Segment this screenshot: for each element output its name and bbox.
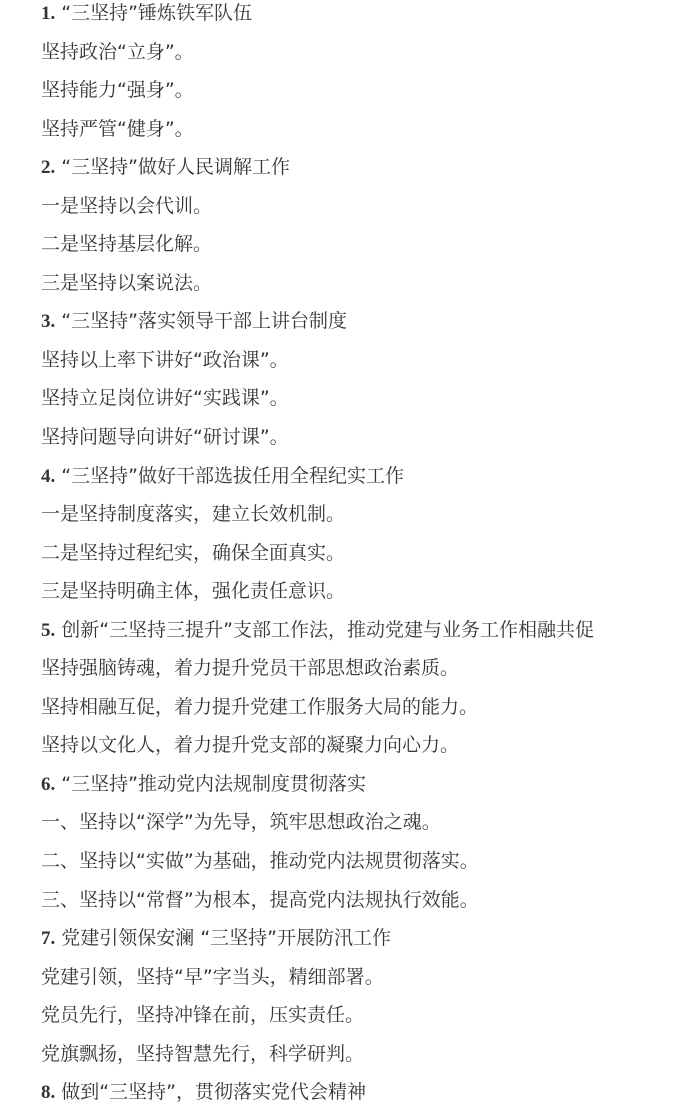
list-item: 二是坚持基层化解。 (41, 233, 213, 256)
list-item: 一是坚持以会代训。 (41, 194, 213, 217)
section-number: 3. (41, 311, 56, 333)
section-number: 2. (41, 157, 56, 179)
list-item: 二是坚持过程纪实，确保全面真实。 (41, 541, 346, 564)
list-item: 坚持能力“强身”。 (41, 79, 194, 102)
list-item: 三是坚持明确主体，强化责任意识。 (41, 580, 346, 603)
list-item: 党旗飘扬，坚持智慧先行，科学研判。 (41, 1042, 365, 1065)
list-item: 一是坚持制度落实，建立长效机制。 (41, 503, 346, 526)
section-number: 5. (41, 619, 56, 641)
section-heading (41, 919, 686, 958)
list-item: 坚持以上率下讲好“政治课”。 (41, 348, 289, 371)
section-number: 6. (41, 773, 56, 795)
section-title: “三坚持”做好人民调解工作 (61, 156, 290, 179)
section-heading (41, 457, 686, 496)
list-item: 二、坚持以“实做”为基础，推动党内法规贯彻落实。 (41, 850, 479, 873)
section-heading (41, 0, 686, 33)
list-item: 坚持政治“立身”。 (41, 40, 194, 63)
list-item: 党员先行，坚持冲锋在前，压实责任。 (41, 1004, 365, 1027)
section-heading (41, 1073, 686, 1112)
section-number: 1. (41, 3, 56, 24)
document-body (41, 0, 686, 1112)
section-title: “三坚持”落实领导干部上讲台制度 (61, 310, 347, 333)
list-item: 党建引领，坚持“早”字当头，精细部署。 (41, 965, 384, 988)
section-heading (41, 148, 686, 187)
list-item: 坚持相融互促，着力提升党建工作服务大局的能力。 (41, 695, 479, 718)
section-title: 创新“三坚持三提升”支部工作法，推动党建与业务工作相融共促 (61, 618, 594, 641)
section-heading (41, 765, 686, 804)
section-number: 7. (41, 928, 56, 950)
section-title: 做到“三坚持”，贯彻落实党代会精神 (61, 1081, 366, 1104)
list-item: 坚持以文化人，着力提升党支部的凝聚力向心力。 (41, 734, 460, 757)
list-item: 坚持强脑铸魂，着力提升党员干部思想政治素质。 (41, 657, 460, 680)
section-title: “三坚持”做好干部选拔任用全程纪实工作 (61, 464, 404, 487)
list-item: 三是坚持以案说法。 (41, 271, 213, 294)
section-title: “三坚持”锤炼铁军队伍 (61, 2, 252, 24)
section-number: 8. (41, 1082, 56, 1104)
list-item: 坚持严管“健身”。 (41, 117, 194, 140)
section-heading (41, 611, 686, 650)
list-item: 坚持问题导向讲好“研讨课”。 (41, 426, 289, 449)
section-heading (41, 302, 686, 341)
list-item: 一、坚持以“深学”为先导，筑牢思想政治之魂。 (41, 811, 441, 834)
section-title: “三坚持”推动党内法规制度贯彻落实 (61, 772, 366, 795)
list-item: 三、坚持以“常督”为根本，提高党内法规执行效能。 (41, 888, 479, 911)
section-number: 4. (41, 465, 56, 487)
list-item: 坚持立足岗位讲好“实践课”。 (41, 387, 289, 410)
section-title: 党建引领保安澜 “三坚持”开展防汛工作 (61, 927, 392, 950)
